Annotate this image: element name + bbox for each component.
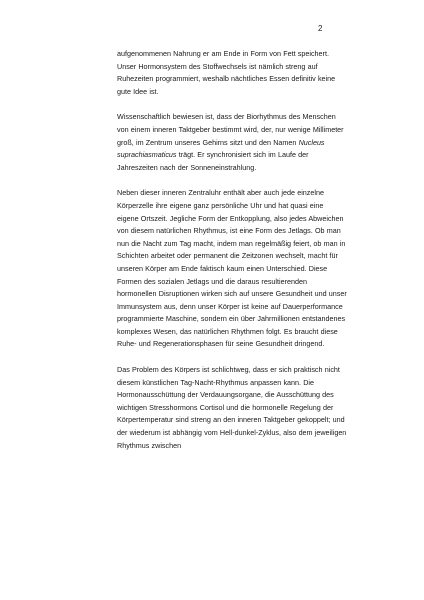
nucleus-term: Nucleus suprachiasmaticus [117,137,325,160]
paragraph-1: aufgenommenen Nahrung er am Ende in Form von Fett speichert. Unser Hormonsystem des Stoffwechsels ist nämlich streng auf Ruhezeiten programmiert, weshalb nächtliches Essen definitiv keine gute Idee ist. [117,49,336,96]
body-text [117,48,347,452]
paragraph-2 [117,111,347,174]
paragraph-4: Das Problem des Körpers ist schlichtweg, dass er sich praktisch nicht diesem künstlichen Tag-Nacht-Rhythmus anpassen kann. Die Hormonausschüttung der Verdauungsorgane, die Ausschüttung des wichtigen Stresshormons Cortisol und die hormonelle Regelung der Körpertemperatur sind streng an den inneren Taktgeber gekoppelt; und der wiederum ist abhängig vom Hell-dunkel-Zyklus, also dem jeweiligen Rhythmus zwischen [117,365,347,450]
paragraph-2-text-start: Wissenschaftlich bewiesen ist, dass der Biorhythmus des Menschen von einem inneren Taktgeber bestimmt wird, der, nur wenige Millimeter groß, im Zentrum unseres Gehirns sitzt und den Namen [117,112,344,147]
paragraph-3: Neben dieser inneren Zentraluhr enthält aber auch jede einzelne Körperzelle ihre eigene ganz persönliche Uhr und hat quasi eine eigene Ortszeit. Jegliche Form der Entkopplung, also jedes Abweichen von diesem natürlichen Rhythmus, ist eine Form des Jetlags. Ob man nun die Nacht zum Tag macht, indem man regelmäßig feiert, ob man in Schichten arbeitet oder permanent die Zeitzonen wechselt, macht für unseren Körper am Ende faktisch kaum einen Unterschied. Diese Formen des sozialen Jetlags und die daraus resultierenden hormonellen Disruptionen wirken sich auf unsere Gesundheit und unser Immunsystem aus, denn unser Körper ist keine auf Dauerperformance programmierte Maschine, sondern ein über Jahrmillionen entstandenes komplexes Wesen, das natürlichen Rhythmen folgt. Es braucht diese Ruhe- und Regenerationsphasen für seine Gesundheit dringend. [117,188,347,349]
paragraph-2-text-end: trägt. Er synchronisiert sich im Laufe der Jahreszeiten nach der Sonneneinstrahlung. [117,150,309,172]
page-number: 2 [318,24,323,33]
